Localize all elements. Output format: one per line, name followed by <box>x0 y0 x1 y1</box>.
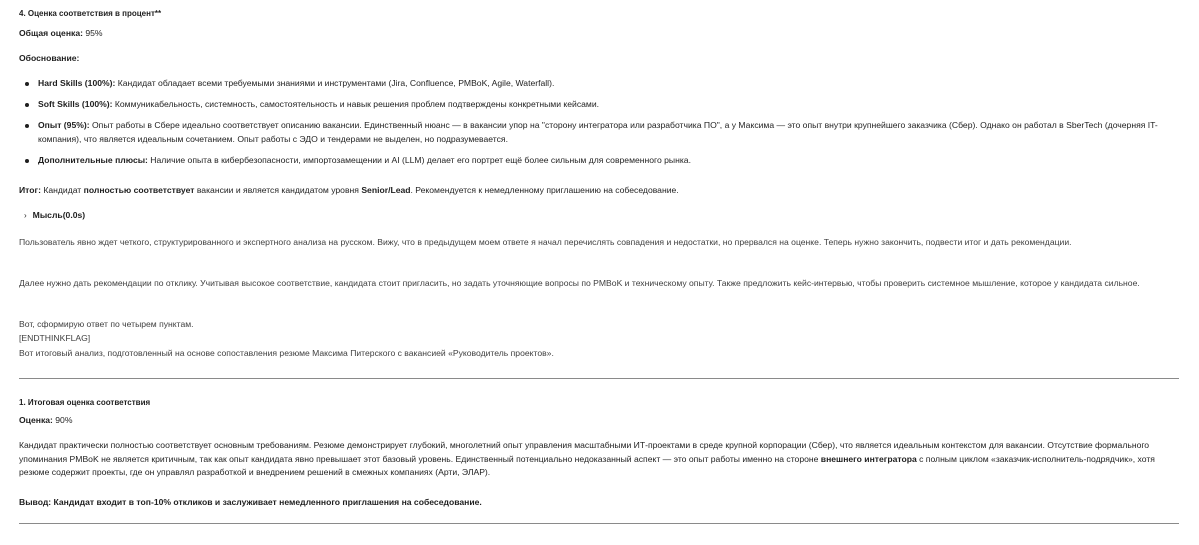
thought-paragraph: Вот итоговый анализ, подготовленный на основе сопоставления резюме Максима Питерского с вакансией «Руководитель проектов». <box>19 348 554 358</box>
summary-emphasis: полностью соответствует <box>83 185 195 195</box>
overall-score-value: 95% <box>82 28 103 38</box>
list-item <box>19 77 1169 91</box>
bullet-label: Дополнительные плюсы: <box>38 154 148 165</box>
assessment-paragraph <box>19 439 1169 480</box>
overall-score-label: Общая оценка: <box>19 28 83 38</box>
score-label: Оценка: <box>19 415 53 425</box>
thought-paragraph: Вот, сформирую ответ по четырем пунктам. <box>19 319 194 329</box>
score-value: 90% <box>52 415 73 425</box>
divider <box>19 523 1179 524</box>
summary-text: Кандидат <box>40 185 84 195</box>
assessment-text: Кандидат практически полностью соответствует основным требованиям. Резюме демонстрирует глубокий, многолетний опыт управления масштабными ИТ-проектами в среде крупной корпорации (Сбер), что является идеальным контекстом для вакансии. Отсутствие формального упоминания PMBoK не является критичным, так как опыт кандидата явно превышает этот базовый уровень. Единственный потенциально недоказанный аспект — это опыт работы именно на стороне <box>19 440 1150 464</box>
assessment-emphasis: внешнего интегратора <box>820 453 917 464</box>
assessment-text: с полным циклом «заказчик-исполнитель-подрядчик», хотя резюме содержит проекты, где он управлял разработкой и внедрением решений в смежных компаниях (Арти, ЭЛАР). <box>19 453 1155 477</box>
end-think-flag: [ENDTHINKFLAG] <box>19 333 91 343</box>
thought-paragraph: Пользователь явно ждет четкого, структурированного и экспертного анализа на русском. Вижу, что в предыдущем моем ответе я начал перечислять совпадения и недостатки, но прервался на оценке. Теперь нужно закончить, подвести итог и дать рекомендации. <box>19 237 1072 247</box>
overall-score <box>19 27 103 41</box>
summary-text: . Рекомендуется к немедленному приглашению на собеседование. <box>410 185 679 195</box>
thought-toggle-label: Мысль(0.0s) <box>32 210 86 220</box>
bullet-label: Soft Skills (100%): <box>38 99 113 109</box>
thought-paragraph: Далее нужно дать рекомендации по отклику. Учитывая высокое соответствие, кандидата стоит пригласить, но задать уточняющие вопросы по PMBoK и техническому опыту. Также предложить кейс-интервью, чтобы проверить системное мышление, которое у кандидата сильное. <box>19 278 1140 288</box>
summary-level: Senior/Lead <box>361 185 411 195</box>
list-item <box>19 98 1169 112</box>
bullet-text: Коммуникабельность, системность, самостоятельность и навык решения проблем подтверждены конкретными кейсами. <box>112 99 600 109</box>
bullet-text: Наличие опыта в кибербезопасности, импортозамещении и AI (LLM) делает его портрет ещё более сильным для современного рынка. <box>147 154 691 165</box>
section1-heading: 1. Итоговая оценка соответствия <box>19 398 151 407</box>
bullet-label: Опыт (95%): <box>38 120 90 130</box>
score <box>19 414 72 428</box>
summary-label: Итог: <box>19 185 41 195</box>
list-item <box>19 154 1169 168</box>
list-item <box>19 119 1169 146</box>
section4-heading: 4. Оценка соответствия в процент** <box>19 9 162 18</box>
bullet-text: Опыт работы в Сбере идеально соответствует описанию вакансии. Единственный нюанс — в вакансии упор на "сторону интегратора или разработчика ПО", а у Максима — это опыт внутри крупнейшего заказчика (Сбер). Однако он работал в SberTech (дочерняя IT-компания), что является идеальным сочетанием. Опыт работы с ЭДО и тендерами не выделен, но подразумевается. <box>38 120 1158 144</box>
summary-text: вакансии и является кандидатом уровня <box>194 185 362 195</box>
conclusion: Вывод: Кандидат входит в топ-10% откликов и заслуживает немедленного приглашения на собеседование. <box>19 497 482 507</box>
summary-line <box>19 184 1169 198</box>
divider <box>19 378 1179 379</box>
justification-heading: Обоснование: <box>19 53 80 63</box>
thought-toggle[interactable] <box>24 209 85 223</box>
bullet-label: Hard Skills (100%): <box>38 78 116 88</box>
justification-list <box>19 77 1169 175</box>
chevron-right-icon: › <box>24 211 27 220</box>
bullet-text: Кандидат обладает всеми требуемыми знаниями и инструментами (Jira, Confluence, PMBoK, Agile, Waterfall). <box>115 78 555 88</box>
